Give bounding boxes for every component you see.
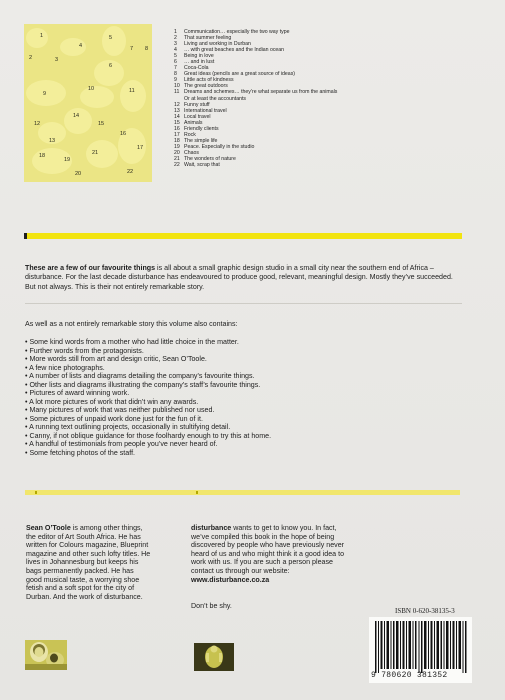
- portrait-image: [25, 640, 67, 670]
- diagram-number: 15: [98, 121, 105, 127]
- contents-row: 11 Dreams and schemes… they’re what separate us from the animals: [174, 89, 338, 96]
- intro-paragraph: [25, 264, 465, 292]
- diagram-number: 14: [73, 113, 80, 119]
- studio-blurb: [191, 524, 346, 584]
- contents-row: 4 … with great beaches and the Indian ocean: [174, 47, 285, 54]
- list-item: • A running text outlining projects, occasionally in stultifying detail.: [25, 423, 231, 431]
- contents-row: Or at least the accountants: [184, 95, 246, 102]
- author-photo: [25, 640, 67, 670]
- contents-row: 13 International travel: [174, 107, 227, 114]
- list-item: • Some fetching photos of the staff.: [25, 448, 136, 457]
- contents-row: 19 Peace. Especially in the studio: [174, 143, 255, 150]
- also-contains-heading: As well as a not entirely remarkable story this volume also contains:: [25, 320, 238, 328]
- diagram-number: 20: [75, 171, 82, 177]
- list-item: • A lot more pictures of work that didn’t win any awards.: [25, 397, 199, 406]
- barcode-image: [369, 617, 472, 673]
- diagram-shape: [60, 38, 86, 56]
- author-bio-text: is among other things, the editor of Art South Africa. He has written for Colours magazine, Blueprint magazine and other such lofty titles. He lives in Johannesburg but keeps his bags permanently packed. He has good musical taste, a worrying shoe fetish and a soft spot for the city of Durban. And the work of disturbance.: [26, 524, 151, 601]
- diagram-shape: [64, 108, 92, 134]
- list-item: • Some pictures of unpaid work done just for the fun of it.: [25, 414, 203, 423]
- intro-text: is all about a small graphic design studio in a small city near the southern end of Africa – disturbance. For the last decade disturbance has endeavoured to produce good, relevant, meaningful design. Mostly they’ve succeeded. But not always. This is their not entirely remarkable story.: [25, 264, 453, 291]
- contents-row: 5 Being in love: [174, 53, 214, 60]
- contents-row: 3 Living and working in Durban: [174, 41, 251, 48]
- contents-row: 17 Rock: [174, 131, 196, 138]
- diagram-number: 5: [109, 35, 113, 41]
- diagram-shape: [26, 28, 48, 48]
- diagram-number: 8: [145, 46, 149, 52]
- list-item: • Further words from the protagonists.: [25, 346, 144, 355]
- intro-title: These are a few of our favourite things: [25, 264, 156, 272]
- list-item: • Canny, if not oblique guidance for those foolhardy enough to try this at home.: [25, 431, 272, 440]
- contents-row: 15 Animals: [174, 119, 203, 126]
- contents-row: 20 Chaos: [174, 149, 199, 156]
- contents-row: 22 Wait, scrap that: [174, 162, 220, 169]
- diagram-number: 13: [49, 138, 56, 144]
- contents-row: 2 That summer feeling: [174, 35, 232, 42]
- contents-row: 10 The great outdoors: [174, 83, 228, 90]
- diagram-number: 12: [34, 121, 41, 127]
- divider: [25, 303, 462, 304]
- yellow-bar: [24, 233, 462, 239]
- diagram-number: 6: [109, 63, 113, 69]
- diagram-number: 16: [120, 131, 127, 137]
- diagram-number: 9: [43, 91, 47, 97]
- diagram-number: 2: [29, 55, 33, 61]
- closing-line: Don’t be shy.: [191, 602, 232, 610]
- diagram-number: 21: [92, 150, 99, 156]
- contents-row: 16 Friendly clients: [174, 125, 219, 132]
- diagram-number: 17: [137, 145, 144, 151]
- figure-image: [194, 643, 234, 671]
- list-item: • More words still from art and design critic, Sean O’Toole.: [25, 355, 207, 363]
- contents-list: [174, 29, 404, 168]
- contents-row: 14 Local travel: [174, 113, 211, 120]
- list-item: • Pictures of award winning work.: [25, 389, 130, 397]
- isbn-label: ISBN 0-620-38135-3: [395, 607, 455, 615]
- diagram-number: 19: [64, 157, 71, 163]
- diagram-number: 1: [40, 33, 44, 39]
- website-link[interactable]: www.disturbance.co.za: [191, 575, 270, 584]
- bullet-list: [25, 338, 465, 457]
- diagram-number: 7: [130, 46, 134, 52]
- contents-row: 8 Great ideas (pencils are a great source of ideas): [174, 71, 296, 78]
- contents-row: 21 The wonders of nature: [174, 155, 236, 162]
- list-item: • A handful of testimonials from people you’ve never heard of.: [25, 440, 218, 448]
- contents-row: 9 Little acts of kindness: [174, 77, 234, 84]
- author-name: Sean O’Toole: [26, 524, 71, 532]
- diagram-shape: [102, 26, 126, 56]
- diagram-number: 3: [55, 57, 59, 63]
- diagram-number: 18: [39, 153, 46, 159]
- list-item: • Other lists and diagrams illustrating the company’s staff’s favourite things.: [25, 380, 261, 389]
- list-item: • A few nice photographs.: [25, 363, 105, 372]
- list-item: • Many pictures of work that was neither published nor used.: [25, 406, 215, 414]
- diagram-number: 10: [88, 86, 95, 92]
- diagram-number: 11: [129, 88, 135, 94]
- diagram-shape: [86, 140, 118, 168]
- studio-name: disturbance: [191, 524, 232, 532]
- diagram-shape: [80, 86, 114, 108]
- yellow-bar: [25, 490, 460, 495]
- contents-row: 7 Coca-Cola: [174, 65, 209, 72]
- diagram-shape: [120, 80, 146, 112]
- list-item: • A number of lists and diagrams detailing the company’s favourite things.: [25, 372, 255, 380]
- contents-row: 12 Funny stuff: [174, 101, 210, 108]
- barcode-number: 9 780620 381352: [371, 671, 448, 680]
- diagram-number: 4: [79, 43, 83, 49]
- list-item: • Some kind words from a mother who had little choice in the matter.: [25, 338, 239, 346]
- author-bio: [26, 524, 151, 601]
- contents-row: 18 The simple life: [174, 137, 218, 144]
- diagram-number: 22: [127, 169, 134, 175]
- contents-row: 6 … and in lust: [174, 59, 215, 66]
- studio-photo: [194, 643, 234, 671]
- contents-row: 1 Communication… especially the two way type: [174, 29, 290, 35]
- studio-blurb-text: wants to get to know you. In fact, we’ve compiled this book in the hope of being discovered by people who have previously never heard of us and who might think it a good idea to work with us. If you are such a person please contact us through our website:: [191, 524, 345, 575]
- numbered-diagram: [24, 24, 152, 182]
